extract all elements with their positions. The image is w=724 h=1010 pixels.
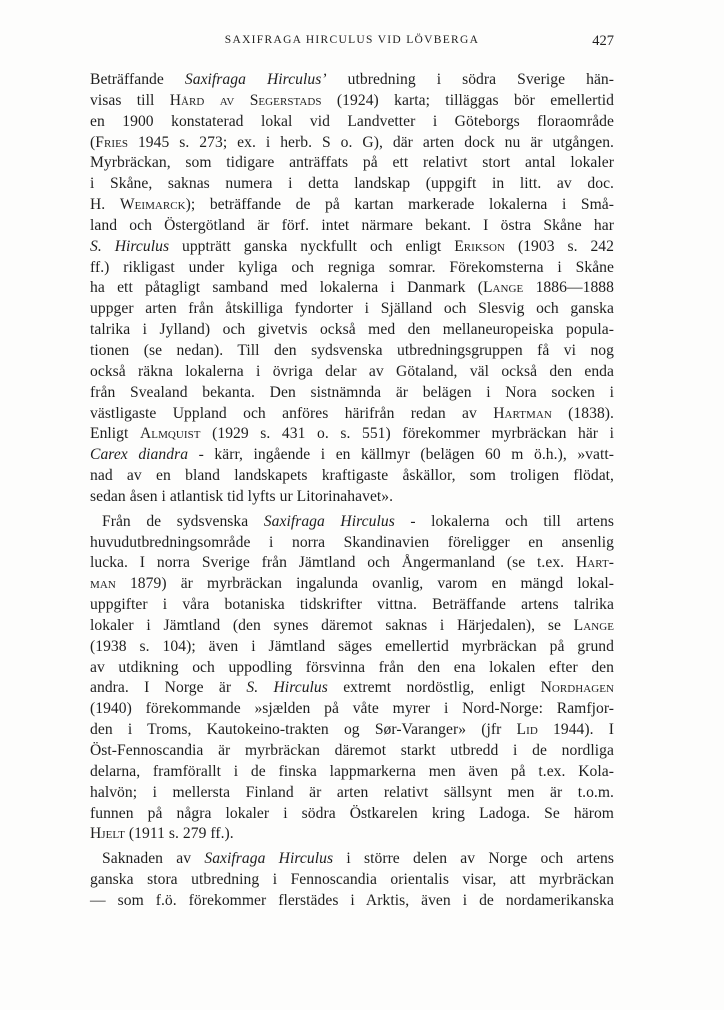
text-line [90,699,614,720]
text-run: extremt nordöstlig, enligt [327,679,541,697]
text-run: nad av en bland landskapets kraftigaste åskällor, som troligen flödat, [90,467,614,485]
running-header [90,34,614,54]
text-run: Beträffande [90,71,185,88]
text-run: Saknaden av [102,850,205,868]
text-run: också räkna lokalerna i övriga delar av Götaland, väl också den enda [90,362,614,380]
text-run: lucka. I norra Sverige från Jämtland och Ångermanland (se t.ex. [90,554,576,572]
text-run: ganska stora utbredning i Fennoscandia orientalis visar, att myrbräckan [90,871,614,889]
italic-text: Carex diandra [90,446,189,464]
paragraph [90,849,614,912]
text-run: 1879) är myrbräckan ingalunda ovanlig, varom en mängd lokal- [115,575,614,593]
text-run: ); beträffande de på kartan markerade lokalerna i Små- [185,196,614,214]
text-line [90,658,614,679]
text-line [90,891,614,912]
text-run: ( [90,133,96,151]
small-caps-name: Hjelt [90,825,125,843]
text-run: den i Troms, Kautokeino-trakten og Sør-Varanger» (jfr [90,721,517,739]
text-run: (1911 s. 279 ff.). [124,825,234,843]
text-line [90,466,614,487]
body-text [90,70,614,912]
text-line [90,487,614,508]
text-line [90,595,614,616]
text-run: (1938 s. 104); även i Jämtland säges emellertid myrbräckan på grund [90,637,614,655]
text-run: uppgifter i våra botaniska tidskrifter vittna. Beträffande artens talrika [90,596,614,614]
text-run: Myrbräckan, som tidigare anträffats på ett relativt stort antal lokaler [90,154,614,172]
text-line [90,341,614,362]
text-line [90,870,614,891]
small-caps-name: Fries [95,133,129,151]
text-run: halvön; i mellersta Finland är arten relativt sällsynt men är t.o.m. [90,783,614,801]
text-run: H. [90,196,120,214]
text-line [90,320,614,341]
text-run: delarna, framförallt i de finska lappmarkerna men även på t.ex. Kola- [90,762,614,780]
text-run: (1903 s. 242 [505,237,614,255]
text-run: uppträtt ganska nyckfullt och enligt [169,237,455,255]
text-line [90,133,614,154]
italic-text: S. Hirculus [90,237,170,255]
text-line [90,824,614,845]
small-caps-name: Lange [482,279,524,297]
text-line [90,91,614,112]
paragraph [90,512,614,846]
text-run: talrika i Jylland) och givetvis också med den mellaneuropeiska popula- [90,321,614,339]
small-caps-name: Nordhagen [540,679,614,697]
italic-text: Saxifraga Hirculus [204,850,334,868]
small-caps-name: Weimarck [119,196,186,214]
text-run: land och Östergötland är förf. intet närmare bekant. I östra Skåne har [90,216,614,234]
small-caps-name: Lid [516,721,538,739]
text-run: en 1900 konstaterad lokal vid Landvetter i Göteborgs floraområde [90,112,614,130]
text-run: (1924) karta; tilläggas bör emellertid [321,91,614,109]
text-run: från Svealand bekanta. Den sistnämnda är belägen i Nora socken i [90,383,614,401]
text-run: andra. I Norge är [90,679,247,697]
text-run: - lokalerna och till artens [394,512,614,530]
small-caps-name: Hård av Segerstads [169,91,322,109]
text-run: Öst-Fennoscandia är myrbräckan däremot starkt utbredd i de nordliga [90,742,614,759]
text-line [90,299,614,320]
small-caps-name: man [90,575,116,593]
small-caps-name: Hart- [575,554,614,572]
text-line [90,533,614,554]
text-line [90,616,614,637]
text-run: (1929 s. 431 o. s. 551) förekommer myrbräckan här i [200,425,614,443]
text-run: Från de sydsvenska [102,512,264,530]
text-line [90,424,614,445]
text-line [90,174,614,195]
text-line [90,574,614,595]
text-run: 1945 s. 273; ex. i herb. S o. G), där arten dock nu är utgången. [128,133,614,151]
text-run: sedan åsen i atlantisk tid lyfts ur Litorinahavet». [90,487,394,505]
text-line [90,762,614,783]
text-line [90,553,614,574]
text-line [90,720,614,741]
text-run: (1940) förekommande »sjælden på våte myrer i Nord-Norge: Ramfjor- [90,700,614,718]
text-run: i Skåne, saknas numera i detta landskap (uppgift in litt. av doc. [90,175,614,193]
text-run: i större delen av Norge och artens [333,850,614,868]
text-line [90,741,614,762]
text-run: 1886—1888 [523,279,615,297]
text-line [90,216,614,237]
text-line [90,112,614,133]
text-run: — som f.ö. förekommer flerstädes i Arktis, även i de nordamerikanska [90,891,614,909]
text-run: ff.) rikligast under kyliga och regniga somrar. Förekomsterna i Skåne [90,258,614,276]
text-line [90,849,614,870]
text-line [90,804,614,825]
text-line [90,404,614,425]
text-line [90,237,614,258]
text-line [90,70,614,91]
text-run: (1838). [551,404,614,422]
text-line [90,278,614,299]
italic-text: Saxifraga Hirculus [263,512,395,530]
running-title: SAXIFRAGA HIRCULUS VID LÖVBERGA [224,34,480,46]
text-run: utbredning i södra Sverige hän- [326,71,615,88]
italic-text: S. Hirculus [246,679,328,697]
text-run: västligaste Uppland och anföres härifrån redan av [90,404,494,422]
text-run: 1944). I [537,721,615,739]
text-run: av utdikning och uppodling försvinna från den ena lokalen efter den [90,658,614,676]
text-run: ha ett påtagligt samband med lokalerna i Danmark ( [90,279,483,297]
small-caps-name: Hartman [493,404,552,422]
text-line [90,195,614,216]
text-line [90,445,614,466]
page-number: 427 [592,33,614,49]
text-run: funnen på några lokaler i södra Östkarelen kring Ladoga. Se härom [90,804,614,822]
text-line [90,258,614,279]
text-run: - kärr, ingående i en källmyr (belägen 60 m ö.h.), »vatt- [188,446,614,464]
text-run: visas till [90,91,170,109]
text-line [90,637,614,658]
paragraph [90,70,614,508]
small-caps-name: Erikson [454,237,506,255]
text-run: lokaler i Jämtland (den synes däremot saknas i Härjedalen), se [90,616,574,634]
text-line [90,512,614,533]
text-run: Enligt [90,425,140,443]
small-caps-name: Lange [573,616,614,634]
text-run: tionen (se nedan). Till den sydsvenska utbredningsgruppen få vi nog [90,341,614,359]
text-line [90,678,614,699]
italic-text: Saxifraga Hirculus’ [184,71,327,88]
text-line [90,783,614,804]
text-line [90,362,614,383]
text-line [90,383,614,404]
text-run: huvudutbredningsområde i norra Skandinavien föreligger en ansenlig [90,533,614,551]
text-line [90,153,614,174]
text-run: uppger arten från åtskilliga fyndorter i Själland och Slesvig och ganska [90,300,614,318]
small-caps-name: Almquist [139,425,201,443]
